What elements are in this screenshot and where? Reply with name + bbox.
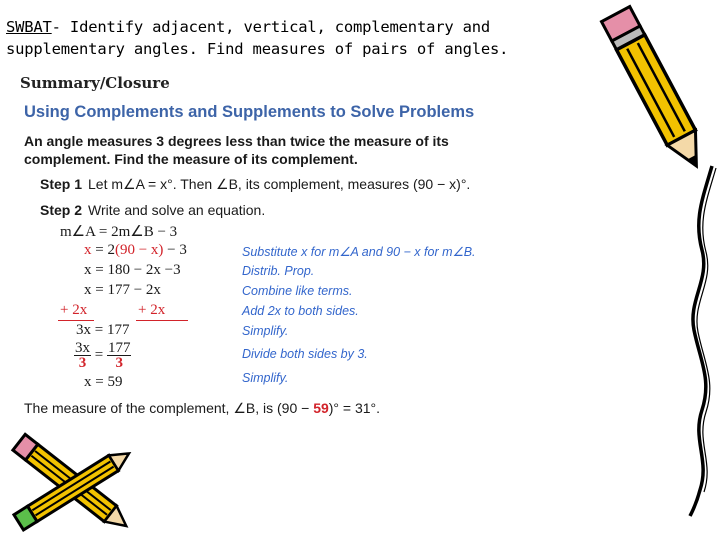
equation-3: x = 180 − 2x −3 (84, 262, 181, 278)
fraction-right-den: 3 (115, 355, 123, 371)
objective-line2: supplementary angles. Find measures of pairs of angles. (6, 40, 509, 58)
squiggle-line-icon (672, 160, 720, 520)
reason-6: Divide both sides by 3. (242, 347, 368, 361)
equation-1: m∠A = 2m∠B − 3 (60, 224, 178, 240)
conclusion-value: 59 (313, 400, 329, 416)
equation-2-rhs: − 3 (163, 242, 187, 258)
fraction-left-num: 3x (75, 340, 90, 356)
summary-label: Summary/Closure (20, 74, 170, 92)
step-1-label: Step 1 (40, 176, 83, 192)
fraction-left-den: 3 (78, 355, 87, 371)
equation-7 (74, 341, 131, 370)
underline-left (58, 320, 94, 321)
equation-5-left: + 2x (60, 302, 88, 318)
equation-2 (84, 242, 187, 259)
equation-6: 3x = 177 (76, 322, 130, 338)
pencil-icon (596, 0, 716, 180)
swbat-label: SWBAT (6, 18, 52, 36)
objective-line1: - Identify adjacent, vertical, complementary and (51, 18, 490, 36)
crossed-pencils-icon (0, 432, 150, 540)
equation-8: x = 59 (84, 374, 123, 390)
objective-header (6, 16, 586, 60)
reason-2: Distrib. Prop. (242, 264, 315, 278)
step-2-text: Write and solve an equation. (88, 202, 266, 218)
equation-2-mid: = 2 (91, 242, 115, 258)
conclusion (24, 400, 380, 417)
step-1-text: Let m∠A = x°. Then ∠B, its complement, measures (90 − x)°. (88, 176, 471, 192)
conclusion-suffix: )° = 31°. (328, 400, 381, 416)
reason-3: Combine like terms. (242, 284, 353, 298)
conclusion-prefix: The measure of the complement, ∠B, is (90 − (24, 400, 314, 416)
fraction-left (74, 341, 91, 370)
equation-2-paren: (90 − x) (114, 242, 164, 258)
step-1 (40, 176, 470, 193)
panel-title: Using Complements and Supplements to Solve Problems (24, 103, 475, 121)
fraction-equals: = (94, 346, 104, 363)
step-2 (40, 202, 265, 218)
reason-4: Add 2x to both sides. (242, 304, 359, 318)
problem-statement: An angle measures 3 degrees less than twice the measure of its complement. Find the measure of its complement. (24, 133, 449, 167)
step-2-label: Step 2 (40, 202, 83, 218)
fraction-right (107, 341, 132, 370)
reason-1: Substitute x for m∠A and 90 − x for m∠B. (242, 245, 476, 259)
underline-right (136, 320, 188, 321)
reason-7: Simplify. (242, 371, 289, 385)
equation-5-right: + 2x (138, 302, 166, 318)
equation-4: x = 177 − 2x (84, 282, 161, 298)
equation-2-lhs: x (84, 242, 92, 258)
fraction-right-num: 177 (107, 340, 131, 356)
reason-5: Simplify. (242, 324, 289, 338)
